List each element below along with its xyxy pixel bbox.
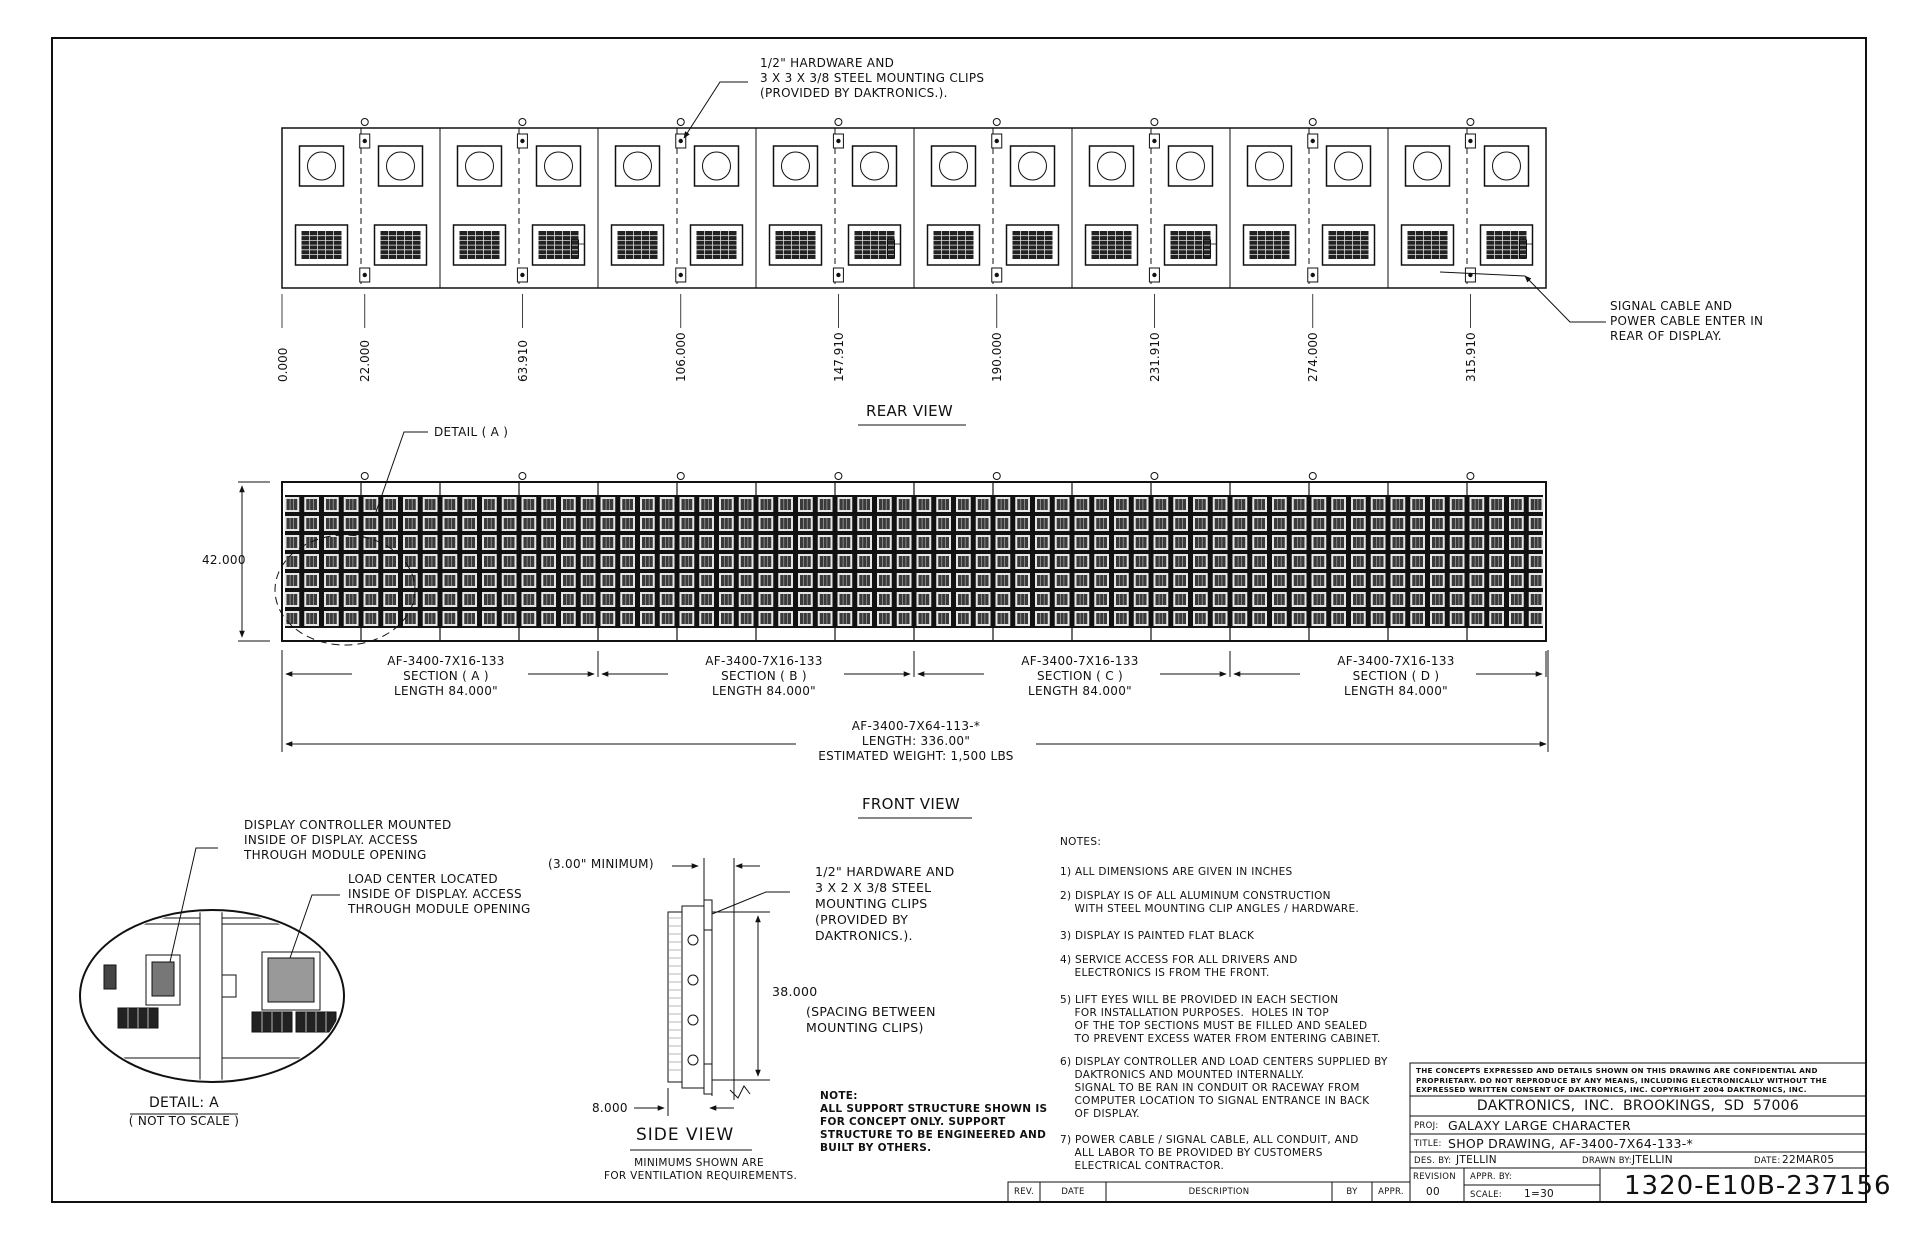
drawing-number: 1320-E10B-237156 bbox=[1624, 1171, 1892, 1201]
des-by-label: DES. BY: bbox=[1414, 1156, 1452, 1166]
note-line: FOR INSTALLATION PURPOSES. HOLES IN TOP bbox=[1060, 1007, 1329, 1019]
side-clip-note-line: 1/2" HARDWARE AND bbox=[815, 864, 955, 879]
note-item bbox=[1060, 1056, 1388, 1121]
section-c-label bbox=[980, 654, 1180, 699]
note-line: DAKTRONICS AND MOUNTED INTERNALLY. bbox=[1060, 1069, 1305, 1081]
note-item bbox=[1060, 930, 1254, 943]
side-clip-note-line: 3 X 2 X 3/8 STEEL bbox=[815, 880, 932, 895]
support-note-line: ALL SUPPORT STRUCTURE SHOWN IS bbox=[820, 1103, 1048, 1115]
confidential-line: EXPRESSED WRITTEN CONSENT OF DAKTRONICS, INC. COPYRIGHT 2004 DAKTRONICS, INC. bbox=[1416, 1085, 1807, 1094]
cable-note-leader bbox=[1525, 276, 1606, 322]
section-part: AF-3400-7X16-133 bbox=[387, 654, 505, 668]
overall-length: LENGTH: 336.00" bbox=[861, 734, 971, 748]
note-line: TO PREVENT EXCESS WATER FROM ENTERING CABINET. bbox=[1060, 1033, 1381, 1045]
rear-dim-2: 63.910 bbox=[516, 340, 530, 382]
drawn-by-value: JTELLIN bbox=[1632, 1154, 1673, 1166]
note-line: OF THE TOP SECTIONS MUST BE FILLED AND SEALED bbox=[1060, 1020, 1368, 1032]
note-item bbox=[1060, 866, 1293, 879]
section-length: LENGTH 84.000" bbox=[1028, 684, 1132, 698]
note-line: ALL LABOR TO BE PROVIDED BY CUSTOMERS bbox=[1060, 1147, 1323, 1159]
controller-note-line: DISPLAY CONTROLLER MOUNTED bbox=[244, 818, 452, 832]
section-name: SECTION ( C ) bbox=[1037, 669, 1123, 683]
rear-cable-note-line: REAR OF DISPLAY. bbox=[1610, 329, 1722, 343]
rear-cable-note-line: POWER CABLE ENTER IN bbox=[1610, 314, 1764, 328]
rear-view-title: REAR VIEW bbox=[866, 402, 954, 420]
rear-clip-note-line: (PROVIDED BY DAKTRONICS.). bbox=[760, 86, 948, 100]
drawn-by-label: DRAWN BY: bbox=[1582, 1156, 1632, 1166]
note-item bbox=[1060, 954, 1298, 980]
front-height-dimension: 42.000 bbox=[202, 553, 246, 567]
section-part: AF-3400-7X16-133 bbox=[705, 654, 823, 668]
rear-clip-note bbox=[760, 56, 984, 101]
cable-note-leader-2 bbox=[1440, 272, 1525, 276]
rear-dim-3: 106.000 bbox=[674, 332, 688, 382]
rear-cable-note bbox=[1610, 299, 1763, 344]
section-length: LENGTH 84.000" bbox=[1344, 684, 1448, 698]
note-line: 5) LIFT EYES WILL BE PROVIDED IN EACH SECTION bbox=[1060, 994, 1339, 1006]
note-line: 2) DISPLAY IS OF ALL ALUMINUM CONSTRUCTION bbox=[1060, 890, 1331, 902]
note-line: 4) SERVICE ACCESS FOR ALL DRIVERS AND bbox=[1060, 954, 1298, 966]
overall-weight: ESTIMATED WEIGHT: 1,500 LBS bbox=[818, 749, 1014, 763]
confidential-notice bbox=[1416, 1066, 1827, 1095]
note-line: 7) POWER CABLE / SIGNAL CABLE, ALL CONDUIT, AND bbox=[1060, 1134, 1359, 1146]
note-line: OF DISPLAY. bbox=[1060, 1108, 1140, 1120]
support-note-line: BUILT BY OTHERS. bbox=[820, 1142, 932, 1154]
overall-part: AF-3400-7X64-113-* bbox=[851, 719, 981, 733]
section-d-label bbox=[1296, 654, 1496, 699]
detail-a-drawing bbox=[70, 848, 350, 1114]
ventilation-line: MINIMUMS SHOWN ARE bbox=[634, 1157, 764, 1169]
section-b-label bbox=[664, 654, 864, 699]
side-spacing-note-line: MOUNTING CLIPS) bbox=[806, 1020, 924, 1035]
support-note bbox=[820, 1090, 1047, 1155]
side-spacing-note-line: (SPACING BETWEEN bbox=[806, 1004, 936, 1019]
rear-dim-4: 147.910 bbox=[832, 332, 846, 382]
side-clip-note-line: DAKTRONICS.). bbox=[815, 928, 913, 943]
note-line: 1) ALL DIMENSIONS ARE GIVEN IN INCHES bbox=[1060, 866, 1293, 878]
side-minimum: (3.00" MINIMUM) bbox=[548, 857, 654, 871]
confidential-line: PROPRIETARY. DO NOT REPRODUCE BY ANY MEANS, INCLUDING ELECTRONICALLY WITHOUT THE bbox=[1416, 1075, 1828, 1085]
note-line: COMPUTER LOCATION TO SIGNAL ENTRANCE IN BACK bbox=[1060, 1095, 1370, 1107]
section-length: LENGTH 84.000" bbox=[712, 684, 816, 698]
proj-value: GALAXY LARGE CHARACTER bbox=[1448, 1118, 1631, 1133]
clip-note-leader bbox=[684, 82, 748, 138]
controller-note bbox=[244, 818, 452, 863]
side-ventilation-note bbox=[604, 1157, 798, 1183]
side-depth: 8.000 bbox=[592, 1101, 628, 1115]
date-label: DATE: bbox=[1754, 1156, 1781, 1166]
side-spacing-note bbox=[806, 1004, 936, 1036]
load-center-note-line: THROUGH MODULE OPENING bbox=[348, 902, 531, 916]
detail-a-subtitle: ( NOT TO SCALE ) bbox=[128, 1114, 240, 1128]
rev-header-description: DESCRIPTION bbox=[1188, 1187, 1250, 1197]
overall-label bbox=[796, 719, 1036, 764]
rev-header-rev: REV. bbox=[1014, 1187, 1034, 1197]
controller-note-line: INSIDE OF DISPLAY. ACCESS bbox=[244, 833, 418, 847]
rear-view-drawing bbox=[282, 119, 1546, 329]
note-line: ELECTRICAL CONTRACTOR. bbox=[1060, 1160, 1225, 1172]
notes-heading: NOTES: bbox=[1060, 836, 1102, 848]
rear-clip-note-line: 3 X 3 X 3/8 STEEL MOUNTING CLIPS bbox=[760, 71, 985, 85]
load-center-note-line: INSIDE OF DISPLAY. ACCESS bbox=[348, 887, 522, 901]
note-line: SIGNAL TO BE RAN IN CONDUIT OR RACEWAY FROM bbox=[1060, 1082, 1360, 1094]
rev-header-by: BY bbox=[1346, 1187, 1358, 1197]
date-value: 22MAR05 bbox=[1782, 1154, 1835, 1166]
section-name: SECTION ( B ) bbox=[721, 669, 807, 683]
section-part: AF-3400-7X16-133 bbox=[1021, 654, 1139, 668]
support-note-line: NOTE: bbox=[820, 1090, 858, 1102]
revision-value: 00 bbox=[1426, 1186, 1440, 1198]
side-view-title: SIDE VIEW bbox=[636, 1125, 735, 1145]
support-note-line: STRUCTURE TO BE ENGINEERED AND bbox=[820, 1129, 1047, 1141]
note-line: ELECTRONICS IS FROM THE FRONT. bbox=[1060, 967, 1270, 979]
rev-header-appr: APPR. bbox=[1378, 1187, 1404, 1197]
rear-clip-note-line: 1/2" HARDWARE AND bbox=[760, 56, 895, 70]
load-center-note-line: LOAD CENTER LOCATED bbox=[348, 872, 498, 886]
side-spacing-value: 38.000 bbox=[772, 984, 818, 999]
note-item bbox=[1060, 994, 1381, 1046]
note-item bbox=[1060, 1134, 1359, 1173]
controller-note-line: THROUGH MODULE OPENING bbox=[244, 848, 427, 862]
section-length: LENGTH 84.000" bbox=[394, 684, 498, 698]
front-view-title: FRONT VIEW bbox=[862, 795, 961, 813]
note-line: 3) DISPLAY IS PAINTED FLAT BLACK bbox=[1060, 930, 1255, 942]
scale-label: SCALE: bbox=[1470, 1190, 1502, 1200]
load-center-note bbox=[348, 872, 531, 917]
confidential-line: THE CONCEPTS EXPRESSED AND DETAILS SHOWN ON THIS DRAWING ARE CONFIDENTIAL AND bbox=[1416, 1066, 1818, 1075]
rear-cable-note-line: SIGNAL CABLE AND bbox=[1610, 299, 1733, 313]
note-line: WITH STEEL MOUNTING CLIP ANGLES / HARDWARE. bbox=[1060, 903, 1360, 915]
section-part: AF-3400-7X16-133 bbox=[1337, 654, 1455, 668]
section-name: SECTION ( D ) bbox=[1352, 669, 1440, 683]
ventilation-line: FOR VENTILATION REQUIREMENTS. bbox=[604, 1170, 798, 1182]
support-note-line: FOR CONCEPT ONLY. SUPPORT bbox=[820, 1116, 1006, 1128]
note-line: 6) DISPLAY CONTROLLER AND LOAD CENTERS SUPPLIED BY bbox=[1060, 1056, 1388, 1068]
revision-label: REVISION bbox=[1413, 1172, 1456, 1182]
side-clip-note-line: (PROVIDED BY bbox=[815, 912, 909, 927]
side-clip-note-line: MOUNTING CLIPS bbox=[815, 896, 928, 911]
section-a-label bbox=[346, 654, 546, 699]
detail-callout-label: DETAIL ( A ) bbox=[434, 425, 509, 439]
rear-dim-0: 0.000 bbox=[276, 347, 290, 382]
rev-header-date: DATE bbox=[1061, 1187, 1085, 1197]
proj-label: PROJ: bbox=[1414, 1121, 1439, 1131]
rear-dim-6: 231.910 bbox=[1148, 332, 1162, 382]
title-label: TITLE: bbox=[1414, 1139, 1442, 1149]
rear-dim-5: 190.000 bbox=[990, 332, 1004, 382]
rear-dim-8: 315.910 bbox=[1464, 332, 1478, 382]
des-by-value: JTELLIN bbox=[1456, 1154, 1497, 1166]
title-value: SHOP DRAWING, AF-3400-7X64-133-* bbox=[1448, 1136, 1694, 1151]
section-name: SECTION ( A ) bbox=[403, 669, 489, 683]
front-view-drawing bbox=[282, 473, 1546, 642]
company-name: DAKTRONICS, INC. BROOKINGS, SD 57006 bbox=[1476, 1098, 1800, 1114]
rear-dim-7: 274.000 bbox=[1306, 332, 1320, 382]
scale-value: 1=30 bbox=[1524, 1188, 1555, 1200]
side-view-drawing bbox=[630, 858, 790, 1150]
rear-dim-1: 22.000 bbox=[358, 340, 372, 382]
detail-a-title: DETAIL: A bbox=[148, 1095, 220, 1111]
note-item bbox=[1060, 890, 1359, 916]
side-clip-note bbox=[815, 864, 955, 944]
appr-by-label: APPR. BY: bbox=[1470, 1172, 1513, 1182]
